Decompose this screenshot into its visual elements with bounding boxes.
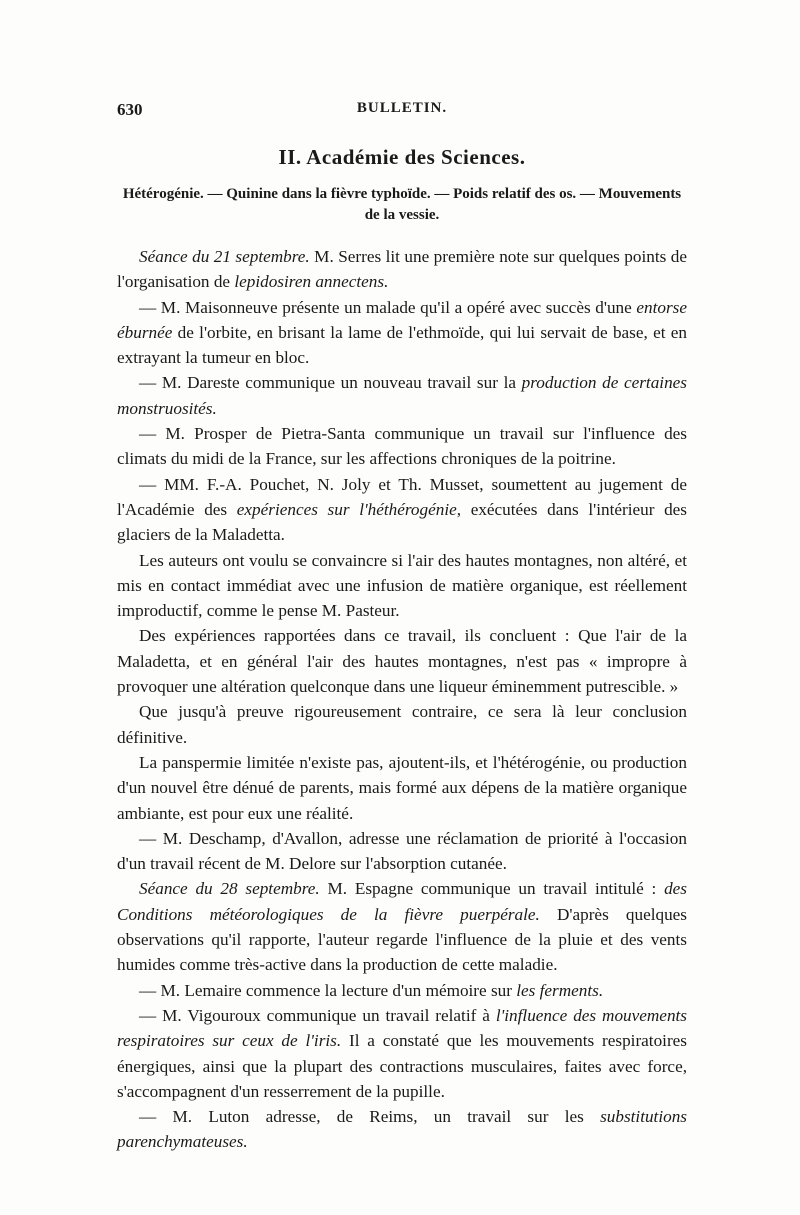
body-text (117, 244, 687, 1155)
italic-text: lepidosiren annectens. (234, 272, 389, 292)
italic-text: entorse éburnée (117, 297, 687, 342)
text-run: — MM. F.-A. Pouchet, N. Joly et Th. Musset, soumettent au jugement de l'Académie des (117, 474, 687, 519)
paragraph (117, 978, 687, 1003)
italic-text: des Conditions météorologiques de la fièvre puerpérale. (117, 879, 687, 924)
paragraph (117, 1104, 687, 1155)
italic-text: Séance du 21 septembre. (139, 247, 310, 266)
italic-text: Séance du 28 septembre. (139, 879, 320, 899)
text-run: Des expériences rapportées dans ce travail, ils concluent : Que l'air de la Maladetta, et en général l'air des hautes montagnes, n'est pas « impropre à provoquer une altération quelconque dans une liqueur éminemment putrescible. » (117, 626, 687, 697)
paragraph (117, 472, 687, 548)
paragraph (117, 1003, 687, 1104)
text-run: — M. Maisonneuve présente un malade qu'il a opéré avec succès d'une (139, 297, 637, 317)
text-run: Les auteurs ont voulu se convaincre si l'air des hautes montagnes, non altéré, et mis en contact immédiat avec une infusion de matière organique, est réellement improductif, comme le pense M. Pasteur. (117, 550, 687, 621)
paragraph (117, 244, 687, 295)
paragraph (117, 295, 687, 371)
paragraph (117, 699, 687, 750)
text-run: D'après quelques observations qu'il rapporte, l'auteur regarde l'influence de la pluie et des vents humides comme très-active dans la production de cette maladie. (117, 904, 687, 975)
paragraph (117, 370, 687, 421)
text-run: M. Serres lit une première note sur quelques points de l'organisation de (117, 247, 687, 292)
italic-text: production de certaines monstruosités. (117, 373, 687, 418)
text-run: de l'orbite, en brisant la lame de l'ethmoïde, qui lui servait de base, et en extrayant la tumeur en bloc. (117, 322, 687, 368)
text-run: — M. Dareste communique un nouveau travail sur la (139, 373, 522, 393)
paragraph (117, 421, 687, 472)
running-head: BULLETIN. (356, 100, 448, 116)
text-run: , exécutées dans l'intérieur des glaciers de la Maladetta. (117, 499, 687, 545)
paragraph (117, 750, 687, 826)
section-title: II. Académie des Sciences. (278, 145, 526, 169)
text-run: — M. Lemaire commence la lecture d'un mémoire sur (139, 980, 517, 1000)
paragraph (117, 623, 687, 699)
text-run: — M. Vigouroux communique un travail relatif à (139, 1005, 496, 1025)
italic-text: les ferments. (516, 980, 604, 1000)
paragraph (117, 826, 687, 877)
text-run: Il a constaté que les mouvements respiratoires énergiques, ainsi que la plupart des contractions musculaires, faites avec force, s'accompagnent d'un resserrement de la pupille. (117, 1031, 687, 1101)
text-run: — M. Prosper de Pietra-Santa communique un travail sur l'influence des climats du midi de la France, sur les affections chroniques de la poitrine. (117, 424, 687, 469)
text-run: Que jusqu'à preuve rigoureusement contraire, ce sera là leur conclusion définitive. (117, 702, 687, 747)
text-run: — M. Deschamp, d'Avallon, adresse une réclamation de priorité à l'occasion d'un travail récent de M. Delore sur l'absorption cutanée. (117, 828, 687, 874)
paragraph (117, 876, 687, 977)
text-run: M. Espagne communique un travail intitulé : (319, 879, 665, 899)
paragraph (117, 548, 687, 624)
italic-text: l'influence des mouvements respiratoires sur ceux de l'iris. (117, 1005, 687, 1051)
page-number: 630 (117, 100, 143, 119)
page-header (117, 100, 687, 126)
text-run: La panspermie limitée n'existe pas, ajoutent-ils, et l'hétérogénie, ou production d'un nouvel être dénué de parents, mais formé aux dépens de la matière organique ambiante, est pour eux une réalité. (117, 752, 687, 823)
section-summary: Hétérogénie. — Quinine dans la fièvre typhoïde. — Poids relatif des os. — Mouvements de la vessie. (122, 186, 682, 223)
italic-text: substitutions parenchymateuses. (117, 1107, 687, 1152)
italic-text: expériences sur l'héthérogénie (236, 499, 457, 519)
text-run: — M. Luton adresse, de Reims, un travail sur les (139, 1107, 601, 1127)
